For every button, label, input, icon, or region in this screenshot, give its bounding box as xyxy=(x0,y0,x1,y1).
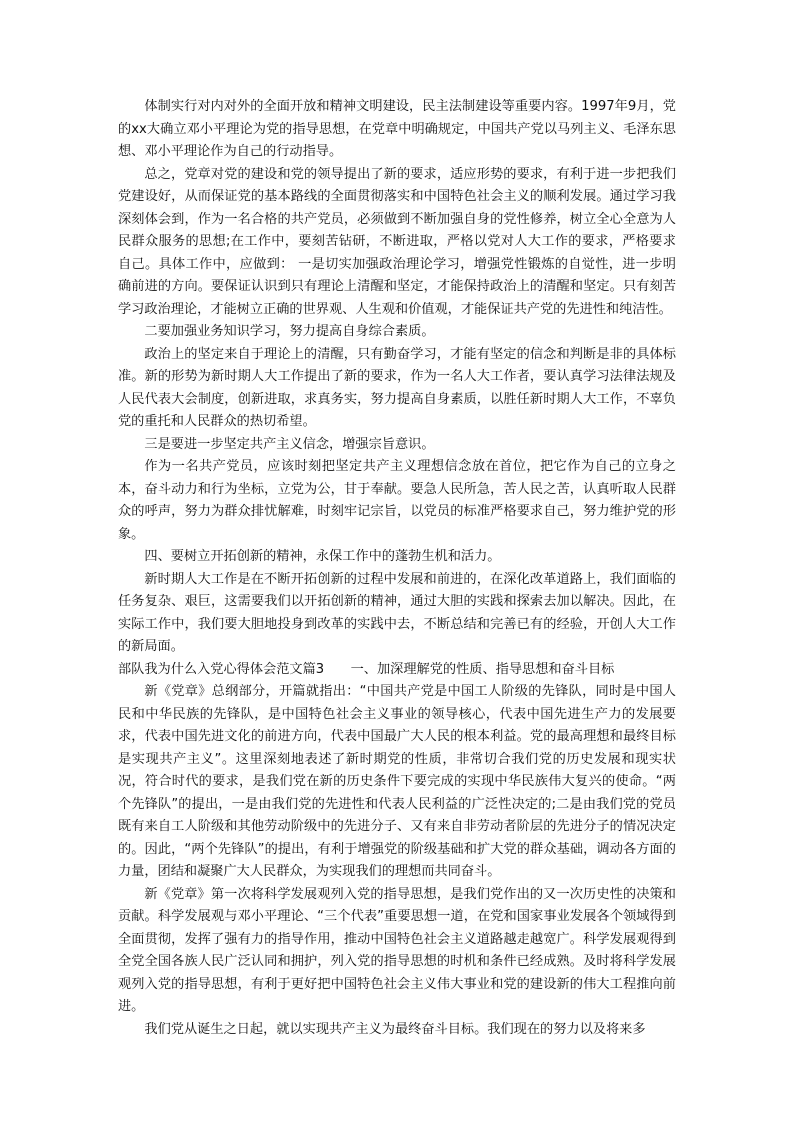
document-body xyxy=(118,96,676,1041)
paragraph: 政治上的坚定来自于理论上的清醒，只有勤奋学习，才能有坚定的信念和判断是非的具体标准。新的形势为新时期人大工作提出了新的要求，作为一名人大工作者，要认真学习法律法规及人民代表大会制度，创新进取，求真务实，努力提高自身素质，以胜任新时期人大工作，不辜负党的重托和人民群众的热切希望。 xyxy=(118,346,676,429)
paragraph: 新《党章》第一次将科学发展观列入党的指导思想，是我们党作出的又一次历史性的决策和贡献。科学发展观与邓小平理论、“三个代表”重要思想一道，在党和国家事业发展各个领域得到全面贯彻，发挥了强有力的指导作用，推动中国特色社会主义道路越走越宽广。科学发展观得到全党全国各族人民广泛认同和拥护，列入党的指导思想的时机和条件已经成熟。及时将科学发展观列入党的指导思想，有利于更好把中国特色社会主义伟大事业和党的建设新的伟大工程推向前进。 xyxy=(118,886,676,1014)
paragraph: 二要加强业务知识学习，努力提高自身综合素质。 xyxy=(144,324,435,339)
paragraph: 新《党章》总纲部分，开篇就指出：“中国共产党是中国工人阶级的先锋队，同时是中国人民和中华民族的先锋队，是中国特色社会主义事业的领导核心，代表中国先进生产力的发展要求，代表中国先进文化的前进方向，代表中国最广大人民的根本利益。党的最高理想和最终目标是实现共产主义”。这里深刻地表述了新时期党的性质，非常切合我们党的历史发展和现实状况，符合时代的要求，是我们党在新的历史条件下要完成的实现中华民族伟大复兴的使命。“两个先锋队”的提出，一是由我们党的先进性和代表人民利益的广泛性决定的;二是由我们党的党员既有来自工人阶级和其他劳动阶级中的先进分子、又有来自非劳动者阶层的先进分子的情况决定的。因此，“两个先锋队”的提出，有利于增强党的阶级基础和扩大党的群众基础，调动各方面的力量，团结和凝聚广大人民群众，为实现我们的理想而共同奋斗。 xyxy=(118,684,676,879)
paragraph: 总之，党章对党的建设和党的领导提出了新的要求，适应形势的要求，有利于进一步把我们党建设好，从而保证党的基本路线的全面贯彻落实和中国特色社会主义的顺利发展。通过学习我深刻体会到，作为一名合格的共产党员，必须做到不断加强自身的党性修养，树立全心全意为人民群众服务的思想;在工作中，要刻苦钻研，不断进取，严格以党对人大工作的要求，严格要求自己。具体工作中，应做到： 一是切实加强政治理论学习，增强党性锻炼的自觉性，进一步明确前进的方向。要保证认识到只有理论上清醒和坚定，才能保持政治上的清醒和坚定。只有刻苦学习政治理论，才能树立正确的世界观、人生观和价值观，才能保证共产党的先进性和纯洁性。 xyxy=(118,166,676,317)
paragraph: 作为一名共产党员，应该时刻把坚定共产主义理想信念放在首位，把它作为自己的立身之本，奋斗动力和行为坐标，立党为公，甘于奉献。要急人民所急，苦人民之苦，认真听取人民群众的呼声，努力为群众排忧解难，时刻牢记宗旨，以党员的标准严格要求自己，努力维护党的形象。 xyxy=(118,459,676,542)
paragraph: 四、要树立开拓创新的精神，永保工作中的蓬勃生机和活力。 xyxy=(144,549,501,564)
paragraph: 新时期人大工作是在不断开拓创新的过程中发展和前进的，在深化改革道路上，我们面临的任务复杂、艰巨，这需要我们以开拓创新的精神，通过大胆的实践和探索去加以解决。因此，在实际工作中，我们要大胆地投身到改革的实践中去，不断总结和完善已有的经验，开创人大工作的新局面。 xyxy=(118,571,676,654)
paragraph: 体制实行对内对外的全面开放和精神文明建设，民主法制建设等重要内容。1997年9月，党的xx大确立邓小平理论为党的指导思想，在党章中明确规定，中国共产党以马列主义、毛泽东思想、邓小平理论作为自己的行动指导。 xyxy=(118,99,676,159)
paragraph: 我们党从诞生之日起，就以实现共产主义为最终奋斗目标。我们现在的努力以及将来多 xyxy=(144,1021,646,1037)
paragraph: 三是要进一步坚定共产主义信念，增强宗旨意识。 xyxy=(144,436,435,452)
section-heading: 部队我为什么入党心得体会范文篇3 一、加深理解党的性质、指导思想和奋斗目标 xyxy=(118,661,615,677)
